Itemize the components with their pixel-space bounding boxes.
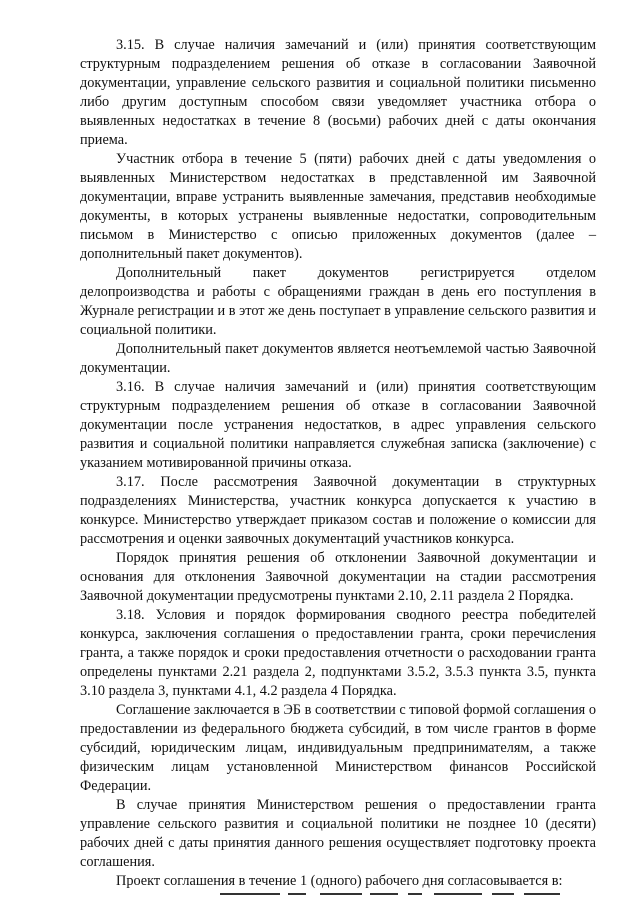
paragraph-agreement-eb: Соглашение заключается в ЭБ в соответствии с типовой формой соглашения о предоставлении из федерального бюджета субсидий, в том числе грантов в форме субсидий, юридическим лицам, индивидуальным предпринимателям, а также физическим лицам установленной Министерством финансов Российской Федерации.	[80, 702, 596, 794]
paragraph-agreement-approval: Проект соглашения в течение 1 (одного) рабочего дня согласовывается в:	[116, 873, 563, 889]
paragraph-3-15: 3.15. В случае наличия замечаний и (или) принятия соответствующим структурным подразделением решения об отказе в согласовании Заявочной документации, управление сельского развития и социальной политики письменно либо другим доступным способом связи уведомляет участника отбора о выявленных недостатках в течение 8 (восьми) рабочих дней с даты окончания приема.	[80, 37, 596, 148]
paragraph-rejection-procedure: Порядок принятия решения об отклонении Заявочной документации и основания для отклонения Заявочной документации на стадии рассмотрения Заявочной документации предусмотрены пунктами 2.10, 2.11 раздела 2 Порядка.	[80, 550, 596, 604]
paragraph-3-17: 3.17. После рассмотрения Заявочной документации в структурных подразделениях Министерства, участник конкурса допускается к участию в конкурсе. Министерство утверждает приказом состав и положение о комиссии для рассмотрения и оценки заявочных документаций участников конкурса.	[80, 474, 596, 547]
paragraph-additional-package-registration: Дополнительный пакет документов регистрируется отделом делопроизводства и работы с обращениями граждан в день его поступления в Журнале регистрации и в этот же день поступает в управление сельского развития и социальной политики.	[80, 265, 596, 338]
footer-scan-lines	[220, 893, 580, 896]
document-body	[80, 36, 596, 891]
paragraph-3-16: 3.16. В случае наличия замечаний и (или) принятия соответствующим структурным подразделением решения об отказе в согласовании Заявочной документации после устранения недостатков, в адрес управления сельского развития и социальной политики направляется служебная записка (заключение) с указанием мотивированной причины отказа.	[80, 379, 596, 471]
paragraph-participant-deadline: Участник отбора в течение 5 (пяти) рабочих дней с даты уведомления о выявленных Министерством недостатках в представленной им Заявочной документации, вправе устранить выявленные замечания, представив необходимые документы, в которых устранены выявленные недостатки, сопроводительным письмом в Министерство с описью приложенных документов (далее – дополнительный пакет документов).	[80, 151, 596, 262]
paragraph-3-18: 3.18. Условия и порядок формирования сводного реестра победителей конкурса, заключения соглашения о предоставлении гранта, сроки перечисления гранта, а также порядок и сроки предоставления отчетности о расходовании гранта определены пунктами 2.21 раздела 2, подпунктами 3.5.2, 3.5.3 пункта 3.5, пункта 3.10 раздела 3, пунктами 4.1, 4.2 раздела 4 Порядка.	[80, 607, 596, 699]
paragraph-agreement-preparation: В случае принятия Министерством решения о предоставлении гранта управление сельского развития и социальной политики не позднее 10 (десяти) рабочих дней с даты принятия данного решения осуществляет подготовку проекта соглашения.	[80, 797, 596, 870]
paragraph-additional-package-part: Дополнительный пакет документов является неотъемлемой частью Заявочной документации.	[80, 341, 596, 376]
